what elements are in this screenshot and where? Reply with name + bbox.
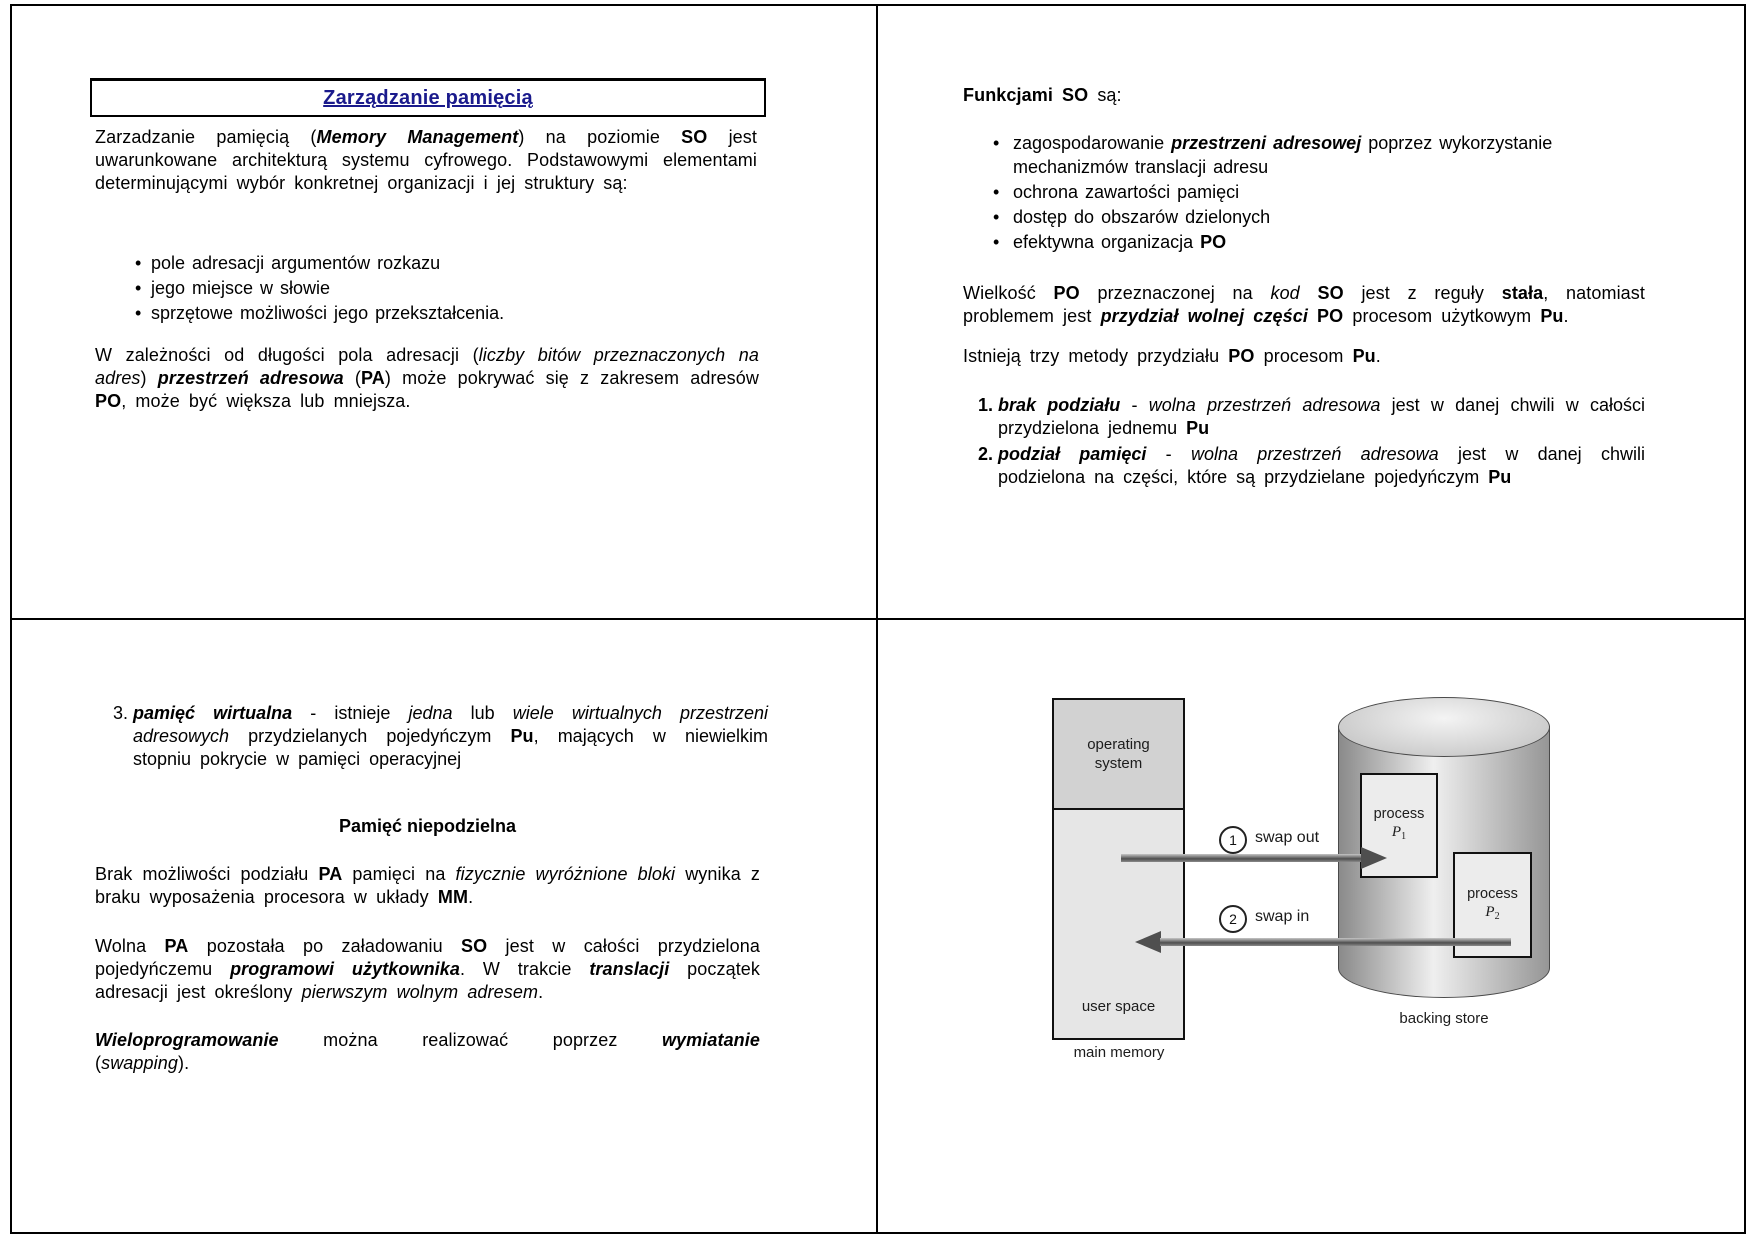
paragraph-multiprogramming: Wieloprogramowanie można realizować poprzez wymiatanie (swapping). xyxy=(95,1030,760,1073)
swap-in-label: swap in xyxy=(1255,908,1310,925)
list-item-text: sprzętowe możliwości jego przekształcenia. xyxy=(151,303,505,323)
list-item xyxy=(993,230,1643,254)
list-item xyxy=(135,301,755,325)
user-space-box xyxy=(1052,808,1185,1040)
list-item-text: pole adresacji argumentów rozkazu xyxy=(151,253,441,273)
list-item-text: jego miejsce w słowie xyxy=(151,278,331,298)
bullet-list xyxy=(135,251,755,326)
process-p2-word: process xyxy=(1467,885,1518,902)
item-number: 1. xyxy=(978,395,994,415)
process-p1-symbol: $P_1$ xyxy=(1391,824,1407,842)
section-heading: Funkcjami SO są: xyxy=(963,85,1122,105)
main-memory-column xyxy=(1052,698,1185,1040)
backing-store-cylinder-top xyxy=(1338,697,1550,757)
numbered-item-text: brak podziału - wolna przestrzeń adresowa jest w danej chwili w całości przydzielona jednemu Pu xyxy=(998,395,1645,438)
backing-store-label: backing store xyxy=(1399,1010,1489,1027)
operating-system-box xyxy=(1052,698,1185,810)
item-number: 3. xyxy=(113,703,129,723)
list-item xyxy=(993,131,1643,179)
slide-title: Zarządzanie pamięcią xyxy=(323,86,533,109)
numbered-item xyxy=(978,443,1645,489)
list-item xyxy=(135,276,755,300)
section-heading: Pamięć niepodzielna xyxy=(338,816,517,836)
paragraph-no-mm: Brak możliwości podziału PA pamięci na fizycznie wyróżnione bloki wynika z braku wyposażenia procesora w układy MM. xyxy=(95,864,760,907)
list-item-text: efektywna organizacja PO xyxy=(1013,232,1227,252)
bullet-marker: • xyxy=(135,253,142,273)
swap-out-arrowhead-icon xyxy=(1361,847,1387,869)
paragraph-po-size: Wielkość PO przeznaczonej na kod SO jest z reguły stała, natomiast problemem jest przydział wolnej części PO procesom użytkowym Pu. xyxy=(963,283,1645,326)
list-item-text: dostęp do obszarów dzielonych xyxy=(1013,207,1271,227)
numbered-list xyxy=(978,394,1645,492)
list-item xyxy=(993,205,1643,229)
numbered-list xyxy=(113,702,768,774)
numbered-item xyxy=(113,702,768,771)
bullet-marker: • xyxy=(993,232,1000,252)
numbered-item-text: pamięć wirtualna - istnieje jedna lub wiele wirtualnych przestrzeni adresowych przydzielanych pojedyńczym Pu, mających w niewielkim stopniu pokrycie w pamięci operacyjnej xyxy=(133,703,768,769)
operating-system-label: operating system xyxy=(1087,736,1150,772)
list-item-text: zagospodarowanie przestrzeni adresowej poprzez wykorzystanie mechanizmów translacji adresu xyxy=(1013,133,1553,177)
numbered-item-text: podział pamięci - wolna przestrzeń adresowa jest w danej chwili podzielona na części, które są przydzielane pojedyńczym Pu xyxy=(998,444,1645,487)
list-item xyxy=(993,180,1643,204)
slide-os-functions xyxy=(878,4,1746,618)
main-memory-label: main memory xyxy=(1073,1044,1165,1061)
bullet-marker: • xyxy=(993,133,1000,153)
paragraph-free-pa: Wolna PA pozostała po załadowaniu SO jest w całości przydzielona pojedyńczemu programowi użytkownika. W trakcie translacji początek adresacji jest określony pierwszym wolnym adresem. xyxy=(95,936,760,1002)
step-1-circle: 1 xyxy=(1219,826,1247,854)
swap-out-label: swap out xyxy=(1255,829,1320,846)
slide-title-box xyxy=(90,78,766,117)
paragraph-address-space: W zależności od długości pola adresacji (liczby bitów przeznaczonych na adres) przestrzeń adresowa (PA) może pokrywać się z zakresem adresów PO, może być większa lub mniejsza. xyxy=(95,345,759,411)
bullet-marker: • xyxy=(993,182,1000,202)
swap-in-arrow-shaft xyxy=(1160,938,1511,946)
slide-indivisible-memory xyxy=(10,620,876,1233)
bullet-list xyxy=(993,131,1643,255)
slide-swapping-diagram xyxy=(878,620,1746,1233)
swap-in-arrowhead-icon xyxy=(1135,931,1161,953)
swap-out-arrow-shaft xyxy=(1121,854,1361,862)
list-item xyxy=(135,251,755,275)
paragraph-intro: Zarzadzanie pamięcią (Memory Management) na poziomie SO jest uwarunkowane architekturą systemu cyfrowego. Podstawowymi elementami determinującymi wybór konkretnej organizacji i jej struktury są: xyxy=(95,127,757,193)
step-2-circle: 2 xyxy=(1219,905,1247,933)
bullet-marker: • xyxy=(135,303,142,323)
bullet-marker: • xyxy=(135,278,142,298)
slide-memory-management xyxy=(10,4,876,618)
item-number: 2. xyxy=(978,444,994,464)
process-p1-word: process xyxy=(1373,806,1425,822)
bullet-marker: • xyxy=(993,207,1000,227)
numbered-item xyxy=(978,394,1645,440)
paragraph-three-methods: Istnieją trzy metody przydziału PO procesom Pu. xyxy=(963,346,1381,366)
list-item-text: ochrona zawartości pamięci xyxy=(1013,182,1240,202)
user-space-label: user space xyxy=(1081,998,1156,1015)
process-p2-symbol: $P_2$ xyxy=(1485,903,1500,922)
